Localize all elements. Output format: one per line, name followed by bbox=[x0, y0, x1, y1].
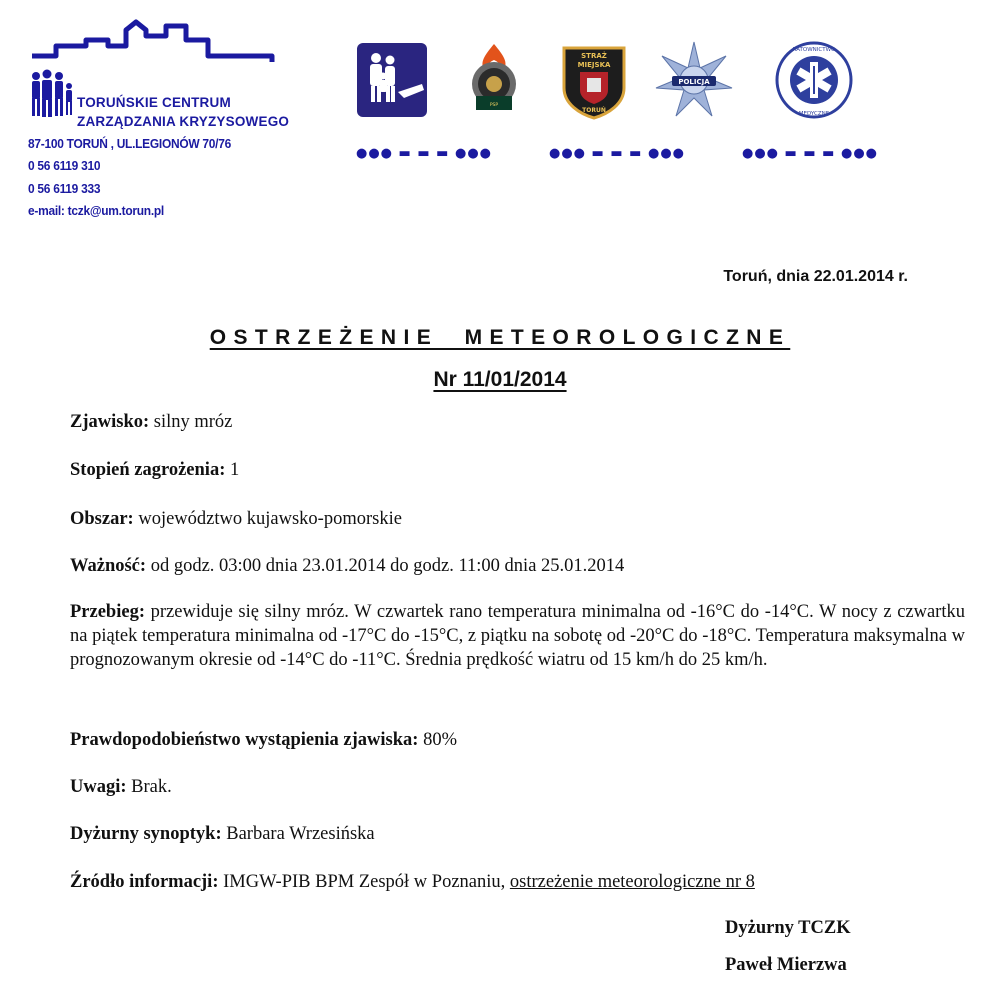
field-synoptic bbox=[70, 822, 965, 846]
org-name-line2: ZARZĄDZANIA KRYZYSOWEGO bbox=[77, 114, 290, 129]
field-value: IMGW-PIB BPM Zespół w Poznaniu, bbox=[218, 872, 510, 892]
field-area bbox=[70, 507, 965, 531]
field-label: Uwagi: bbox=[70, 777, 127, 797]
svg-text:POLICJA: POLICJA bbox=[678, 78, 710, 86]
dot-dash-separator: ●●● ▬ ▬ ▬ ●●● bbox=[742, 146, 879, 161]
svg-text:MIEJSKA: MIEJSKA bbox=[577, 61, 611, 69]
org-address: 87-100 TORUŃ , UL.LEGIONÓW 70/76 bbox=[28, 136, 231, 151]
field-remarks bbox=[70, 775, 965, 799]
svg-text:PSP: PSP bbox=[489, 103, 499, 108]
svg-text:STRAŻ: STRAŻ bbox=[581, 52, 607, 60]
field-source bbox=[70, 870, 965, 894]
dot-dash-separator: ●●● ▬ ▬ ▬ ●●● bbox=[549, 146, 686, 161]
people-group-icon bbox=[32, 70, 72, 118]
police-star-emblem bbox=[654, 40, 734, 120]
field-label: Obszar: bbox=[70, 509, 134, 529]
field-probability bbox=[70, 728, 965, 752]
org-name-line1: TORUŃSKIE CENTRUM bbox=[77, 95, 231, 110]
field-label: Dyżurny synoptyk: bbox=[70, 824, 222, 844]
field-phenomenon bbox=[70, 410, 965, 434]
field-value: Brak. bbox=[126, 777, 172, 797]
field-value: 1 bbox=[225, 460, 240, 480]
field-validity bbox=[70, 554, 965, 578]
warning-number-text: Nr 11/01/2014 bbox=[433, 368, 567, 391]
field-label: Przebieg: bbox=[70, 602, 145, 622]
signature-role: Dyżurny TCZK bbox=[725, 918, 851, 938]
svg-text:MEDYCZNE: MEDYCZNE bbox=[798, 111, 830, 117]
org-email: e-mail: tczk@um.torun.pl bbox=[28, 203, 164, 218]
org-phone-1: 0 56 6119 310 bbox=[28, 158, 101, 173]
field-label: Zjawisko: bbox=[70, 412, 150, 432]
warning-number bbox=[0, 368, 1000, 392]
field-label: Źródło informacji: bbox=[70, 872, 219, 892]
warning-title bbox=[0, 326, 1000, 350]
field-label: Stopień zagrożenia: bbox=[70, 460, 226, 480]
field-label: Ważność: bbox=[70, 556, 147, 576]
field-course bbox=[70, 600, 965, 672]
field-value: silny mróz bbox=[149, 412, 233, 432]
field-label: Prawdopodobieństwo wystąpienia zjawiska: bbox=[70, 730, 419, 750]
fire-service-emblem bbox=[454, 40, 534, 120]
medical-rescue-emblem bbox=[774, 40, 854, 120]
dot-dash-separator: ●●● ▬ ▬ ▬ ●●● bbox=[356, 146, 493, 161]
signature-name: Paweł Mierzwa bbox=[725, 955, 847, 975]
org-phone-2: 0 56 6119 333 bbox=[28, 181, 101, 196]
city-guard-emblem bbox=[554, 40, 634, 120]
field-value: województwo kujawsko-pomorskie bbox=[133, 509, 402, 529]
warning-title-text: OSTRZEŻENIE METEOROLOGICZNE bbox=[209, 326, 791, 349]
svg-text:RATOWNICTWO: RATOWNICTWO bbox=[792, 47, 836, 53]
field-value: 80% bbox=[418, 730, 457, 750]
field-value: Barbara Wrzesińska bbox=[221, 824, 375, 844]
source-warning-link[interactable]: ostrzeżenie meteorologiczne nr 8 bbox=[509, 872, 755, 892]
family-care-emblem bbox=[354, 40, 434, 120]
field-value: przewiduje się silny mróz. W czwartek rano temperatura minimalna od -16°C do -14°C. W nocy z czwartku na piątek temperatura minimalna od -17°C do -15°C, z piątku na sobotę od -20°C do -18°C. Temperatura maksymalna w prognozowanym okresie od -14°C do -11°C. Średnia prędkość wiatru od 15 km/h do 25 km/h. bbox=[70, 602, 965, 670]
field-value: od godz. 03:00 dnia 23.01.2014 do godz. 11:00 dnia 25.01.2014 bbox=[146, 556, 625, 576]
field-threat-level bbox=[70, 458, 965, 482]
svg-text:TORUŃ: TORUŃ bbox=[582, 107, 606, 114]
place-date: Toruń, dnia 22.01.2014 r. bbox=[723, 268, 908, 285]
